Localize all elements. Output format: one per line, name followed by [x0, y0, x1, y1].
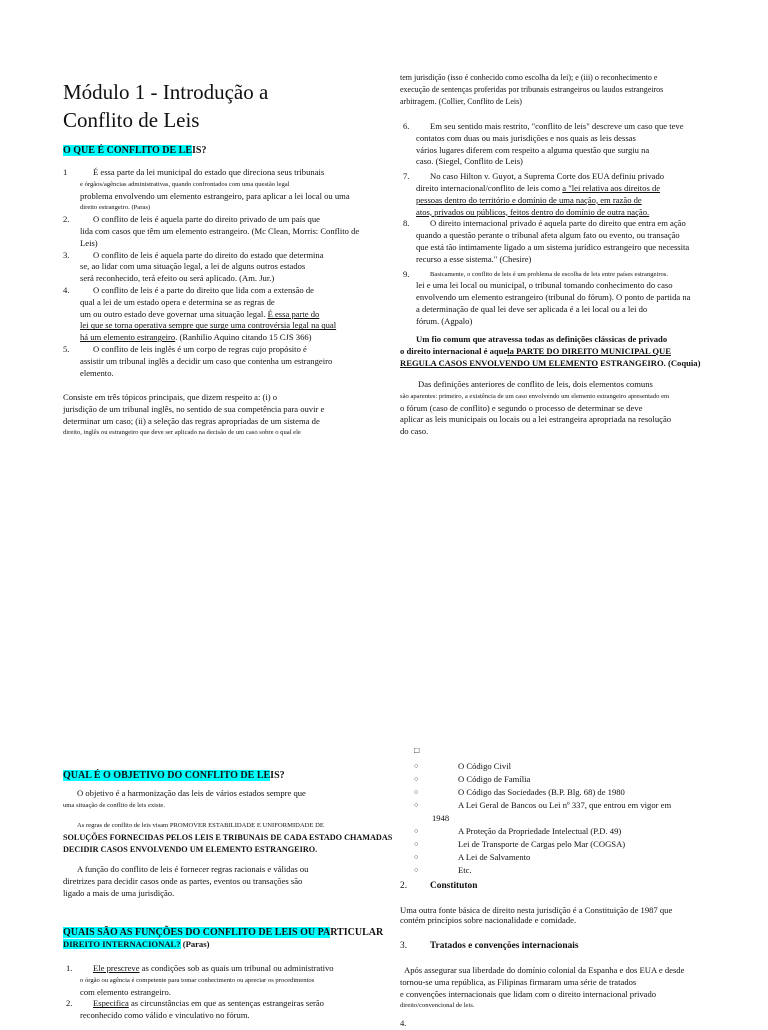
section-heading: 2. Constituton	[400, 881, 478, 891]
list-number: 4.	[63, 284, 70, 295]
heading-highlight: O QUE É CONFLITO DE LE	[63, 145, 193, 156]
text-line: DECIDIR CASOS ENVOLVENDO UM ELEMENTO ESTRANGEIRO.	[63, 844, 318, 854]
section-heading: 3. Tratados e convenções internacionais	[400, 941, 579, 951]
text-line: direito, inglês ou estrangeiro que deve ser aplicado na decisão de um caso sobre o qual ele	[63, 429, 301, 437]
text-line: Um fio comum que atravessa todas as definições clássicas de privado	[416, 334, 668, 344]
text-line: Uma outra fonte básica de direito nesta jurisdição é a Constituição de 1987 que	[400, 905, 673, 915]
text-line: envolvendo um elemento estrangeiro (tribunal do fórum). O ponto de partida na	[416, 292, 691, 303]
list-item	[414, 799, 744, 812]
list-item-label: A Lei Geral de Bancos ou Lei nº 337, que entrou em vigor em	[458, 800, 672, 810]
heading-objective	[63, 769, 285, 782]
text-line: o direito internacional é aquela PARTE DO DIREITO MUNICIPAL QUE	[400, 345, 671, 356]
list-item	[414, 838, 744, 851]
function-paragraph	[63, 864, 308, 899]
definitions-list-left	[63, 167, 383, 379]
list-item	[63, 963, 383, 998]
text-line: será reconhecido, terá efeito ou será aplicado. (Am. Jur.)	[80, 273, 275, 284]
text-line: fórum. (Agpalo)	[416, 315, 473, 326]
text-line: diretrizes para decidir casos onde as partes, eventos ou transações são	[63, 875, 303, 886]
title-line-1: Módulo 1 - Introdução a	[63, 80, 269, 104]
objective-paragraph	[63, 788, 306, 812]
section-constitution	[400, 881, 477, 893]
text-line: atos, privados ou públicos, feitos dentro do domínio de outra nação.	[416, 206, 650, 217]
text-line: O direito internacional privado é aquela parte do direito que entra em ação	[430, 218, 686, 229]
definitions-list-right	[400, 121, 740, 328]
list-item	[414, 760, 744, 773]
list-item	[63, 214, 383, 249]
text-line: É essa parte da lei municipal do estado que direciona seus tribunais	[93, 167, 325, 177]
list-item	[63, 344, 383, 379]
text-line: Basicamente, o conflito de leis é um problema de escolha de leis entre países estrangeiros.	[430, 270, 669, 278]
circle-bullet-icon: ○	[414, 827, 419, 835]
list-number: 5.	[63, 343, 70, 354]
text-line: um ou outro estado deve governar uma situação legal. É essa parte do	[80, 308, 320, 319]
list-item	[400, 269, 740, 328]
text-line: Após assegurar sua liberdade do domínio colonial da Espanha e dos EUA e desde	[404, 965, 685, 975]
text-line: direito estrangeiro. (Paras)	[80, 204, 151, 212]
heading-functions	[63, 926, 383, 950]
heading-rest: IS?	[192, 145, 207, 156]
list-number: 3.	[63, 249, 70, 260]
common-thread-paragraph	[400, 334, 700, 369]
text-line: O conflito de leis inglês é um corpo de regras cujo propósito é	[93, 343, 307, 354]
text-line: e órgãos/agências administrativas, quando confrontados com uma questão legal	[80, 180, 290, 188]
list-item	[414, 786, 744, 799]
text-line: e convenções internacionais que lidam com o direito internacional privado	[400, 988, 657, 999]
list-number: 7.	[403, 171, 410, 182]
text-line: Especifica as circunstâncias em que as sentenças estrangeiras serão	[93, 998, 324, 1009]
text-line: determinar um caso; (ii) a seleção das regras apropriadas de um sistema de	[63, 415, 320, 426]
list-item	[400, 218, 740, 265]
section-treaties	[400, 941, 579, 953]
circle-bullet-icon: ○	[414, 853, 419, 861]
text-line: contatos com duas ou mais jurisdições e nos quais as leis dessas	[416, 132, 636, 143]
list-item-label: A Proteção da Propriedade Intelectual (P.D. 49)	[458, 826, 622, 836]
list-item	[414, 825, 744, 838]
circle-bullet-icon: ○	[414, 762, 419, 770]
text-line: são aparentes: primeiro, a existência de um caso envolvendo um elemento estrangeiro apresentado em	[400, 392, 670, 400]
text-line: REGULA CASOS ENVOLVENDO UM ELEMENTO ESTRANGEIRO. (Coquia)	[400, 357, 701, 368]
list-item-label: O Código de Família	[458, 774, 531, 784]
text-line: lida com casos que têm um elemento estrangeiro. (Mc Clean, Morris: Conflito de	[80, 225, 360, 236]
circle-bullet-icon: ○	[414, 788, 419, 796]
text-line: assistir um tribunal inglês a decidir um caso que contenha um estrangeiro	[80, 355, 333, 366]
text-line: O conflito de leis é aquela parte do direito privado de um país que	[93, 214, 320, 225]
page-title	[63, 78, 268, 134]
list-item	[400, 171, 740, 218]
text-line: O conflito de leis é aquela parte do direito do estado que determina	[93, 249, 324, 260]
text-line: uma situação de conflito de leis existe.	[63, 801, 165, 809]
text-line: No caso Hilton v. Guyot, a Suprema Corte dos EUA definiu privado	[430, 171, 665, 182]
list-item-label: Etc.	[458, 865, 472, 875]
text-line: contém princípios sobre nacionalidade e comidade.	[400, 914, 577, 925]
text-line: lei e uma lei local ou municipal, o tribunal tomando conhecimento do caso	[416, 280, 673, 291]
text-line: caso. (Siegel, Conflito de Leis)	[416, 156, 523, 167]
list-item-label: O Código Civil	[458, 761, 512, 771]
functions-list	[63, 963, 383, 1022]
text-line: SOLUÇÕES FORNECIDAS PELOS LEIS E TRIBUNAIS DE CADA ESTADO CHAMADAS	[63, 832, 393, 842]
list-number: 2.	[66, 998, 73, 1009]
previous-definitions-paragraph	[400, 379, 671, 438]
circle-bullet-icon: ○	[414, 801, 419, 809]
text-line: direito internacional/conflito de leis como a "lei relativa aos direitos de	[416, 182, 661, 193]
text-line: qual a lei de um estado opera e determina se as regras de	[80, 296, 275, 307]
text-line: problema envolvendo um elemento estrangeiro, para aplicar a lei local ou uma	[80, 190, 350, 201]
list-item	[63, 250, 383, 285]
text-line: A função do conflito de leis é fornecer regras racionais e válidas ou	[77, 864, 309, 874]
list-item-label: Lei de Transporte de Cargas pelo Mar (COGSA)	[458, 839, 626, 849]
list-number: 1.	[66, 963, 73, 973]
text-line: pessoas dentro do território e domínio de uma nação, em razão de	[416, 194, 642, 205]
list-item	[414, 773, 744, 786]
text-line: vários lugares diferem com respeito a alguma questão que surgiu na	[416, 144, 650, 155]
text-line: direito/convencional de leis.	[400, 1002, 475, 1010]
text-line: o órgão ou agência é competente para tomar conhecimento ou apreciar os procedimentos	[80, 976, 315, 984]
title-line-2: Conflito de Leis	[63, 108, 200, 132]
text-line: As regras de conflito de leis visam PROMOVER ESTABILIDADE E UNIFORMIDADE DE	[77, 822, 324, 829]
text-line: arbitragem. (Collier, Conflito de Leis)	[400, 96, 522, 106]
rules-paragraph	[63, 820, 392, 855]
text-line: aplicar as leis municipais ou locais ou a lei estrangeira apropriada na resolução	[400, 414, 672, 425]
constitution-paragraph	[400, 905, 672, 927]
text-line: O objetivo é a harmonização das leis de vários estados sempre que	[77, 788, 306, 798]
square-mark: □	[414, 745, 420, 755]
text-line: o fórum (caso de conflito) e segundo o processo de determinar se deve	[400, 402, 643, 413]
text-line: Das definições anteriores de conflito de leis, dois elementos comuns	[418, 379, 653, 389]
list-number: 1	[63, 167, 68, 177]
heading-highlight: QUAL É O OBJETIVO DO CONFLITO DE LE	[63, 770, 271, 781]
text-line: se, ao lidar com uma situação legal, a lei de alguns outros estados	[80, 261, 306, 272]
list-number: 6.	[403, 121, 410, 131]
list-item-label: O Código das Sociedades (B.P. Blg. 68) de 1980	[458, 787, 625, 797]
text-line: há um elemento estrangeiro. (Ranhilio Aquino citando 15 CJS 366)	[80, 332, 312, 343]
circle-bullet-icon: ○	[414, 840, 419, 848]
text-line: Ele prescreve as condições sob as quais um tribunal ou administrativo	[93, 963, 334, 973]
list-item	[63, 285, 383, 344]
text-line: quando a questão perante o tribunal afeta algum fato ou evento, ou transação	[416, 230, 680, 241]
text-line: a determinação de qual lei deve ser aplicada é a lei local ou a lei do	[416, 303, 648, 314]
section-4-partial: 4.	[400, 1018, 407, 1028]
text-line: Em seu sentido mais restrito, "conflito de leis" descreve um caso que teve	[430, 121, 684, 131]
list-number: 9.	[403, 268, 410, 279]
codes-list	[414, 760, 744, 877]
list-item	[63, 998, 383, 1022]
treaties-paragraph	[400, 965, 684, 1012]
circle-bullet-icon: ○	[414, 775, 419, 783]
heading-rest: IS?	[270, 770, 285, 781]
text-line: do caso.	[400, 426, 429, 437]
text-line: elemento.	[80, 367, 114, 378]
list-item	[414, 851, 744, 864]
text-line: lei que se torna operativa sempre que surge uma controvérsia legal na qual	[80, 320, 337, 331]
list-number: 8.	[403, 218, 410, 229]
list-item	[63, 167, 383, 214]
list-number: 2.	[63, 214, 70, 225]
text-line: recurso a esse sistema." (Chesire)	[416, 253, 532, 264]
consiste-paragraph	[63, 392, 324, 439]
text-line: que está tão intimamente ligado a um sistema jurídico estrangeiro que necessita	[416, 241, 690, 252]
list-item	[400, 121, 740, 168]
heading-line-2: DIREITO INTERNACIONAL? (Paras)	[63, 939, 210, 949]
right-top-paragraph	[400, 72, 663, 107]
text-line: com elemento estrangeiro.	[80, 986, 171, 997]
text-line: tem jurisdição (isso é conhecido como escolha da lei); e (iii) o reconhecimento e	[400, 73, 658, 82]
text-line: tornou-se uma república, as Filipinas firmaram uma série de tratados	[400, 976, 637, 987]
circle-bullet-icon: ○	[414, 866, 419, 874]
heading-what-is-conflict	[63, 144, 206, 157]
text-line: Leis)	[80, 237, 98, 248]
text-line: jurisdição de um tribunal inglês, no sentido de sua competência para ouvir e	[63, 403, 325, 414]
text-line: 1948	[432, 813, 450, 823]
text-line: execução de sentenças proferidas por tribunais estrangeiros ou laudos estrangeiros	[400, 84, 664, 94]
text-line: Consiste em três tópicos principais, que dizem respeito a: (i) o	[63, 392, 278, 402]
text-line: reconhecido como válido e vinculativo no fórum.	[80, 1010, 250, 1021]
text-line: O conflito de leis é a parte do direito que lida com a extensão de	[93, 284, 314, 295]
text-line: ligado a mais de uma jurisdição.	[63, 887, 175, 898]
list-item-label: A Lei de Salvamento	[458, 852, 531, 862]
heading-line-1: QUAIS SÃO AS FUNÇÕES DO CONFLITO DE LEIS OU PARTICULAR	[63, 927, 384, 938]
list-item	[414, 864, 744, 877]
